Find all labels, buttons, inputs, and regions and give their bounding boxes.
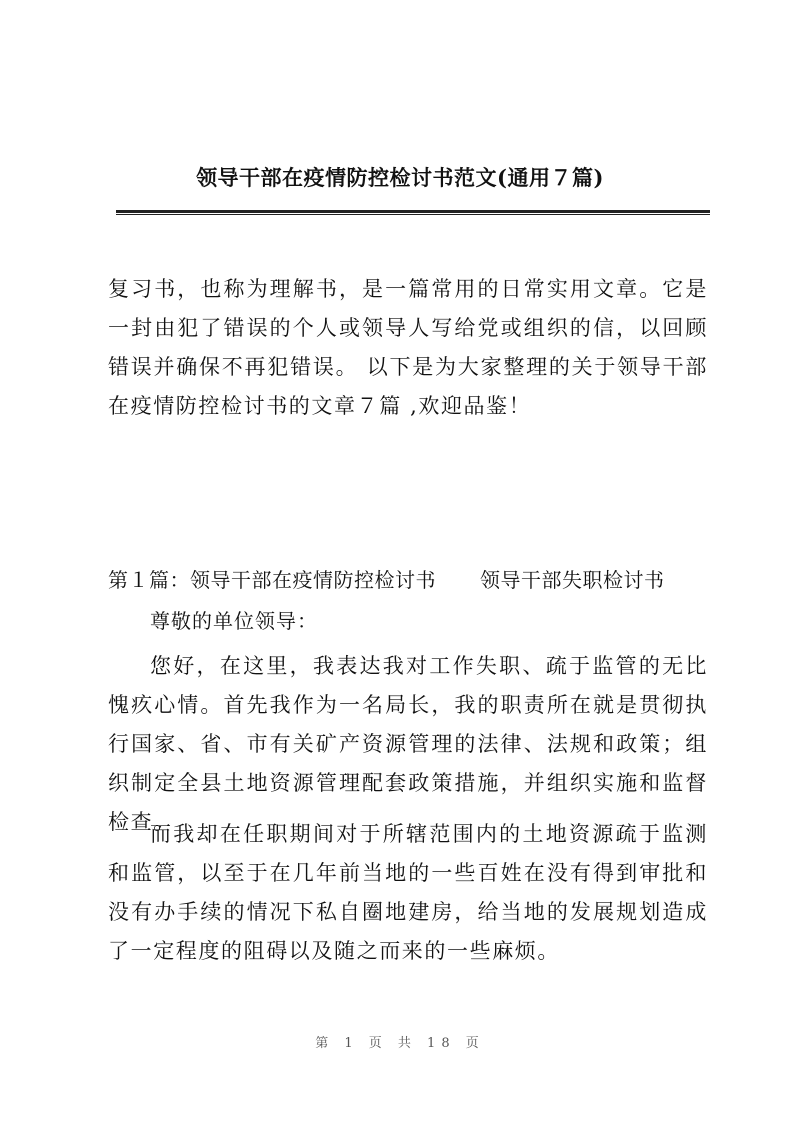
salutation: 尊敬的单位领导： xyxy=(150,609,318,633)
body-paragraph-1: 您好，在这里，我表达我对工作失职、疏于监管的无比愧疚心情。首先我作为一名局长，我的职责所在就是贯彻执行国家、省、市有关矿产资源管理的法律、法规和政策；组织制定全县土地资源管理配套政策措施，并组织实施和监督检查。 xyxy=(108,654,708,834)
title-divider xyxy=(116,210,710,215)
document-title: 领导干部在疫情防控检讨书范文(通用７篇) xyxy=(196,165,604,190)
intro-paragraph: 复习书，也称为理解书，是一篇常用的日常实用文章。它是一封由犯了错误的个人或领导人写给党或组织的信，以回顾错误并确保不再犯错误。 以下是为大家整理的关于领导干部在疫情防控检讨书的文章７篇 ,欢迎品鉴！ xyxy=(108,277,708,418)
section-heading xyxy=(108,565,708,595)
page-footer: 第 1 页 共 18 页 xyxy=(315,1036,485,1051)
section-title: 第１篇：领导干部在疫情防控检讨书 xyxy=(108,568,436,592)
section-subtitle: 领导干部失职检讨书 xyxy=(480,568,665,592)
body-paragraph-2: 而我却在任职期间对于所辖范围内的土地资源疏于监测和监管，以至于在几年前当地的一些百姓在没有得到审批和没有办手续的情况下私自圈地建房，给当地的发展规划造成了一定程度的阻碍以及随之而来的一些麻烦。 xyxy=(108,822,708,963)
